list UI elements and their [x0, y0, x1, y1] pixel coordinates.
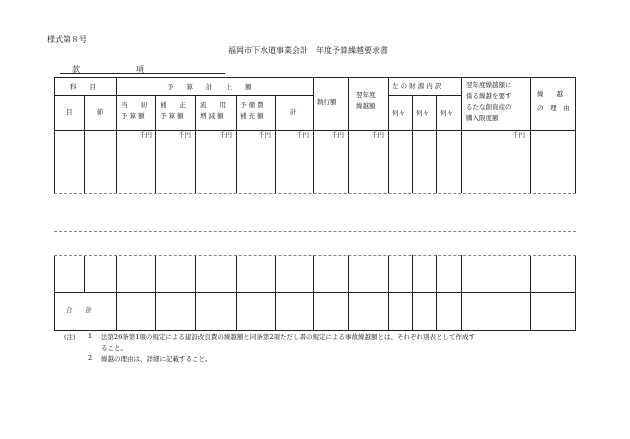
note-1-number: 1: [88, 332, 93, 340]
setsu-header: 節: [97, 108, 104, 116]
yobihi-line2: 補 充 額: [240, 112, 264, 120]
hosei-line2: 予 算 額: [160, 112, 184, 120]
shikkou-header: 執行額: [317, 98, 337, 106]
riyuu-line2: の 理 由: [537, 104, 570, 112]
form-number: 様式第８号: [47, 35, 87, 44]
note-2-text: 繰越の理由は、詳細に記載すること。: [101, 355, 212, 363]
gendo-line4: 購入限度額: [466, 114, 499, 122]
note-2-number: 2: [88, 354, 93, 362]
ryuuyou-line2: 増 減 額: [200, 112, 224, 120]
kou-label: 項: [136, 65, 144, 74]
unit-yobihi: 千円: [258, 131, 271, 139]
tousho-line1: 当 初: [121, 101, 147, 109]
gendo-line2: 係る繰越を要す: [466, 92, 512, 100]
total-label: 合 計: [66, 306, 92, 314]
unit-kei: 千円: [296, 131, 309, 139]
unit-ryuuyou: 千円: [219, 131, 232, 139]
nannan-2: 何々: [416, 109, 429, 117]
nannan-1: 何々: [392, 109, 405, 117]
zaigen-group-header: 左 の 財 源 内 訳: [392, 82, 442, 90]
kan-label: 款: [72, 65, 80, 74]
gendo-line1: 翌年度繰越額に: [466, 81, 512, 89]
yokunendo-line2: 繰越額: [356, 102, 376, 110]
nannan-3: 何々: [440, 109, 453, 117]
gendo-line3: るたな創資産の: [466, 103, 512, 111]
unit-tousho: 千円: [139, 131, 152, 139]
notes-label: (注): [64, 333, 76, 341]
note-1-line2: ること。: [101, 344, 127, 352]
kei-header: 計: [290, 108, 297, 116]
kamoku-header: 科 目: [70, 83, 96, 91]
yobihi-line1: 予 備 費: [240, 101, 264, 109]
ryuuyou-line1: 流 用: [200, 101, 226, 109]
riyuu-line1: 繰 越: [537, 90, 563, 98]
yokunendo-line1: 翌年度: [356, 91, 376, 99]
yosan-group-header: 予 算 計 上 額: [167, 83, 252, 91]
unit-yokunendo: 千円: [371, 131, 384, 139]
unit-gendo: 千円: [512, 131, 525, 139]
unit-shikkou: 千円: [331, 131, 344, 139]
hosei-line1: 補 正: [160, 101, 186, 109]
note-1-line1: 法第26条第1項の規定による建設改良費の繰越額と同条第2項ただし書の規定による事故繰越額とは、それぞれ別表として作成す: [101, 333, 476, 341]
document-title: 福岡市下水道事業会計 年度予算繰越要求書: [228, 46, 388, 55]
moku-header: 目: [66, 108, 73, 116]
unit-hosei: 千円: [178, 131, 191, 139]
tousho-line2: 予 算 額: [121, 112, 145, 120]
